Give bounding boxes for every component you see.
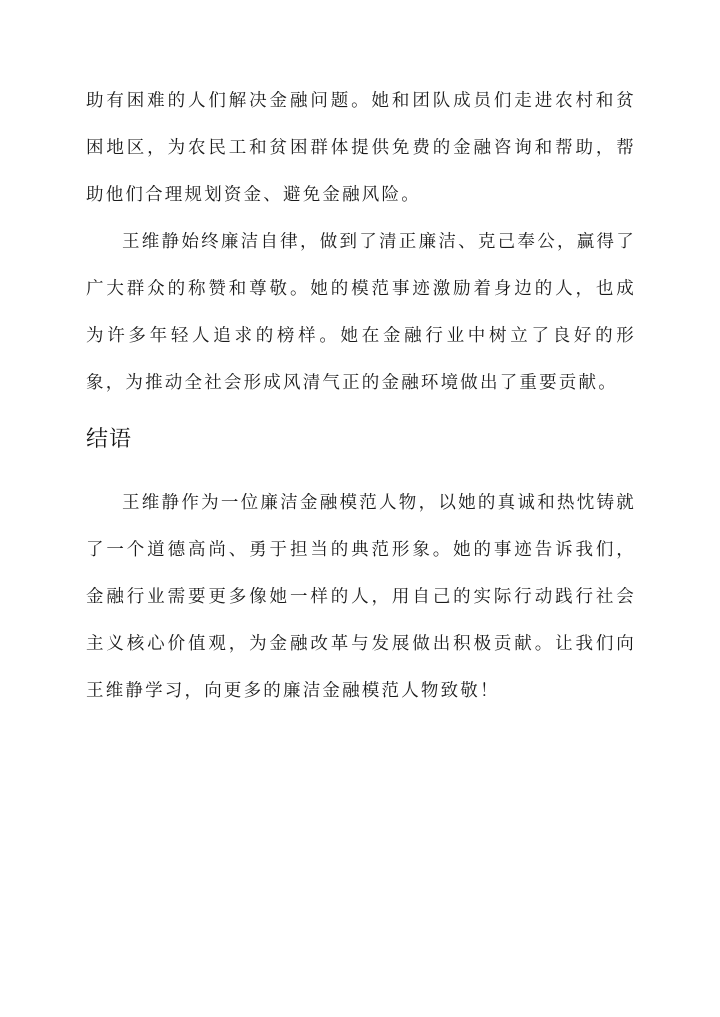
paragraph-integrity: 王维静始终廉洁自律，做到了清正廉洁、克己奉公，赢得了广大群众的称赞和尊敬。她的模范事迹激励着身边的人，也成为许多年轻人追求的榜样。她在金融行业中树立了良好的形象，为推动全社会形成风清气正的金融环境做出了重要贡献。 (86, 232, 636, 393)
section-heading-conclusion: 结语 (86, 427, 133, 452)
paragraph-conclusion: 王维静作为一位廉洁金融模范人物，以她的真诚和热忱铸就了一个道德高尚、勇于担当的典范形象。她的事迹告诉我们，金融行业需要更多像她一样的人，用自己的实际行动践行社会主义核心价值观，为金融改革与发展做出积极贡献。让我们向王维静学习，向更多的廉洁金融模范人物致敬！ (86, 493, 636, 701)
paragraph-continuation: 助有困难的人们解决金融问题。她和团队成员们走进农村和贫困地区，为农民工和贫困群体提供免费的金融咨询和帮助，帮助他们合理规划资金、避免金融风险。 (86, 91, 636, 205)
document-page (86, 78, 636, 715)
